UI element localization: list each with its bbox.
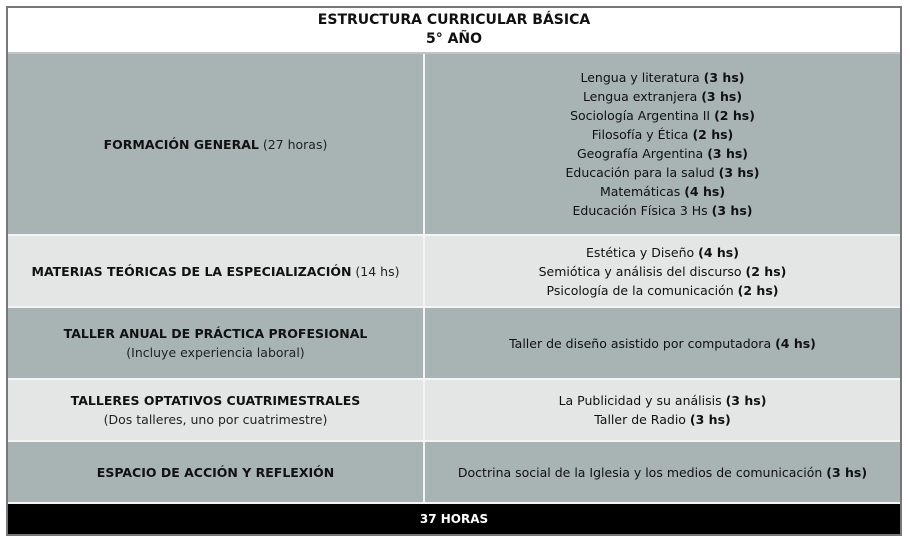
subject-item: Educación Física 3 Hs (3 hs) [572, 203, 753, 218]
row-sublabel: (Dos talleres, uno por cuatrimestre) [103, 412, 328, 427]
table-header-row [8, 8, 900, 53]
subject-item: Matemáticas (4 hs) [599, 184, 726, 199]
row-label-cell [8, 441, 424, 503]
subject-item: Lengua extranjera (3 hs) [582, 89, 743, 104]
row-label: MATERIAS TEÓRICAS DE LA ESPECIALIZACIÓN [31, 263, 352, 279]
table-row-talleres-optativos [8, 379, 900, 441]
title-line-1: ESTRUCTURA CURRICULAR BÁSICA [317, 12, 591, 28]
curriculum-table-frame [6, 6, 902, 536]
row-subjects-cell [424, 53, 900, 235]
table-row-espacio-accion [8, 441, 900, 503]
subject-item: Filosofía y Ética (2 hs) [591, 127, 734, 142]
subject-item: Psicología de la comunicación (2 hs) [546, 282, 779, 298]
row-label: ESPACIO DE ACCIÓN Y REFLEXIÓN [96, 464, 335, 480]
subject-item: Sociología Argentina II (2 hs) [570, 108, 755, 123]
row-sublabel: (Incluye experiencia laboral) [126, 345, 305, 360]
row-subjects-cell [424, 307, 900, 379]
row-label-note: (27 horas) [258, 136, 328, 152]
row-label-cell [8, 307, 424, 379]
row-label-note: (14 hs) [351, 263, 400, 279]
row-label-cell [8, 235, 424, 307]
row-label: FORMACIÓN GENERAL [103, 136, 259, 152]
total-hours: 37 HORAS [8, 503, 900, 534]
subject-item: Educación para la salud (3 hs) [565, 165, 760, 180]
subject-item: Doctrina social de la Iglesia y los medios de comunicación (3 hs) [457, 464, 868, 480]
row-label-cell [8, 379, 424, 441]
table-title [8, 8, 900, 53]
table-row-materias-teoricas [8, 235, 900, 307]
table-row-taller-anual [8, 307, 900, 379]
subject-item: Semiótica y análisis del discurso (2 hs) [538, 263, 787, 279]
row-label: TALLERES OPTATIVOS CUATRIMESTRALES [70, 393, 361, 408]
subject-item: Taller de Radio (3 hs) [594, 412, 731, 427]
subject-item: Lengua y literatura (3 hs) [580, 70, 745, 85]
row-subjects-cell [424, 441, 900, 503]
table-footer-row [8, 503, 900, 534]
title-line-2: 5° AÑO [425, 31, 483, 47]
subject-item: Estética y Diseño (4 hs) [586, 244, 739, 260]
subject-item: Taller de diseño asistido por computadora (4 hs) [509, 335, 816, 351]
row-subjects-cell [424, 379, 900, 441]
curriculum-table [8, 8, 900, 534]
table-row-formacion-general [8, 53, 900, 235]
row-label: TALLER ANUAL DE PRÁCTICA PROFESIONAL [63, 326, 368, 341]
row-label-cell [8, 53, 424, 235]
subject-item: Geografía Argentina (3 hs) [576, 146, 749, 161]
row-subjects-cell [424, 235, 900, 307]
subject-item: La Publicidad y su análisis (3 hs) [558, 393, 767, 408]
